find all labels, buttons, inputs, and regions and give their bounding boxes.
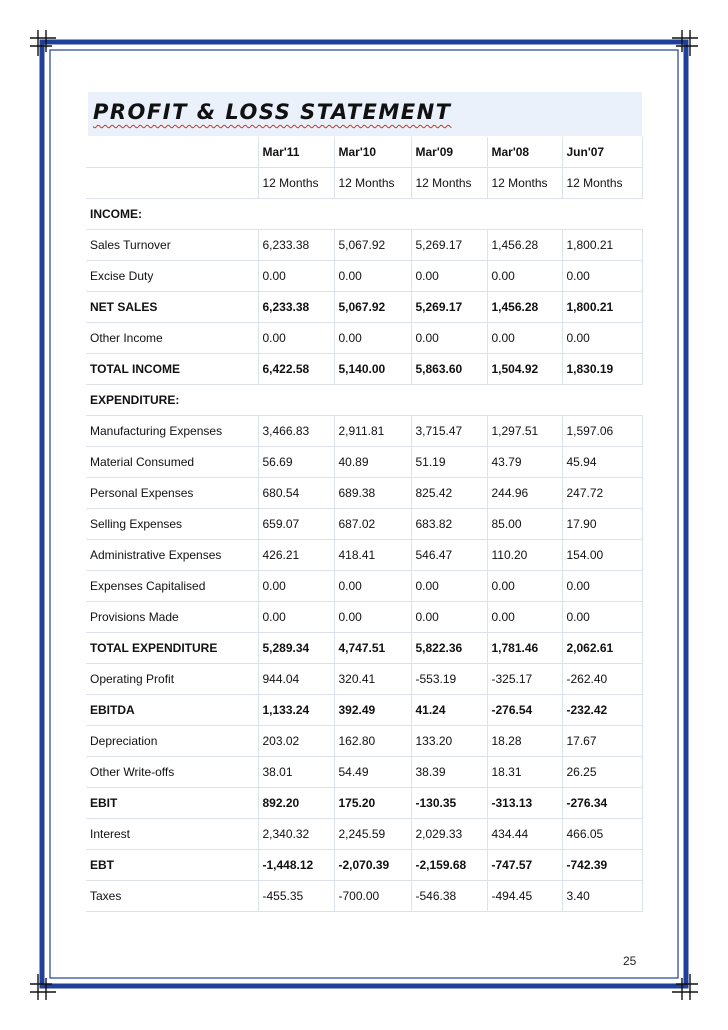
value-cell: 1,800.21: [562, 230, 642, 261]
value-cell: 5,289.34: [258, 633, 334, 664]
value-cell: 18.31: [487, 757, 562, 788]
table-row: [86, 726, 642, 757]
value-cell: 392.49: [334, 695, 411, 726]
period-cell: 12 Months: [411, 168, 487, 199]
header-label-cell: [86, 137, 258, 168]
value-cell: 43.79: [487, 447, 562, 478]
table-row: [86, 447, 642, 478]
value-cell: 5,863.60: [411, 354, 487, 385]
period-label-cell: [86, 168, 258, 199]
page-title: PROFIT & LOSS STATEMENT: [93, 100, 452, 124]
value-cell: 2,245.59: [334, 819, 411, 850]
row-label: Provisions Made: [86, 602, 258, 633]
table-row: [86, 819, 642, 850]
value-cell: 175.20: [334, 788, 411, 819]
value-cell: 0.00: [258, 602, 334, 633]
value-cell: 0.00: [334, 323, 411, 354]
value-cell: 1,297.51: [487, 416, 562, 447]
value-cell: -130.35: [411, 788, 487, 819]
value-cell: 162.80: [334, 726, 411, 757]
value-cell: -553.19: [411, 664, 487, 695]
period-cell: 12 Months: [487, 168, 562, 199]
row-label: Manufacturing Expenses: [86, 416, 258, 447]
value-cell: 1,830.19: [562, 354, 642, 385]
value-cell: -546.38: [411, 881, 487, 912]
row-label: EBIT: [86, 788, 258, 819]
value-cell: 244.96: [487, 478, 562, 509]
value-cell: 0.00: [411, 323, 487, 354]
page-number: 25: [623, 954, 637, 968]
value-cell: 825.42: [411, 478, 487, 509]
value-cell: 6,233.38: [258, 292, 334, 323]
value-cell: 3,466.83: [258, 416, 334, 447]
value-cell: 0.00: [562, 602, 642, 633]
value-cell: 1,456.28: [487, 292, 562, 323]
value-cell: 0.00: [258, 571, 334, 602]
column-header: Mar'10: [334, 137, 411, 168]
value-cell: -700.00: [334, 881, 411, 912]
table-row: [86, 230, 642, 261]
value-cell: -276.34: [562, 788, 642, 819]
table-row: [86, 323, 642, 354]
value-cell: 5,822.36: [411, 633, 487, 664]
row-label: Personal Expenses: [86, 478, 258, 509]
value-cell: 154.00: [562, 540, 642, 571]
header-row: [86, 137, 642, 168]
row-label: Taxes: [86, 881, 258, 912]
value-cell: -2,070.39: [334, 850, 411, 881]
table-row: [86, 292, 642, 323]
value-cell: 0.00: [487, 602, 562, 633]
value-cell: 426.21: [258, 540, 334, 571]
value-cell: 17.67: [562, 726, 642, 757]
section-row: [86, 385, 642, 416]
section-label: EXPENDITURE:: [86, 385, 642, 416]
column-header: Mar'08: [487, 137, 562, 168]
value-cell: 4,747.51: [334, 633, 411, 664]
value-cell: 0.00: [487, 571, 562, 602]
period-cell: 12 Months: [258, 168, 334, 199]
value-cell: 51.19: [411, 447, 487, 478]
value-cell: 0.00: [411, 602, 487, 633]
pl-table-wrap: [86, 137, 642, 912]
table-row: [86, 881, 642, 912]
row-label: Other Write-offs: [86, 757, 258, 788]
value-cell: 0.00: [334, 602, 411, 633]
value-cell: 18.28: [487, 726, 562, 757]
table-row: [86, 261, 642, 292]
column-header: Mar'09: [411, 137, 487, 168]
row-label: TOTAL INCOME: [86, 354, 258, 385]
value-cell: -232.42: [562, 695, 642, 726]
table-row: [86, 788, 642, 819]
table-row: [86, 664, 642, 695]
value-cell: -262.40: [562, 664, 642, 695]
value-cell: 3.40: [562, 881, 642, 912]
value-cell: 133.20: [411, 726, 487, 757]
value-cell: 110.20: [487, 540, 562, 571]
period-row: [86, 168, 642, 199]
value-cell: -276.54: [487, 695, 562, 726]
value-cell: 6,422.58: [258, 354, 334, 385]
value-cell: 659.07: [258, 509, 334, 540]
row-label: Depreciation: [86, 726, 258, 757]
value-cell: 2,029.33: [411, 819, 487, 850]
value-cell: 247.72: [562, 478, 642, 509]
value-cell: 2,062.61: [562, 633, 642, 664]
value-cell: -1,448.12: [258, 850, 334, 881]
value-cell: 892.20: [258, 788, 334, 819]
value-cell: 40.89: [334, 447, 411, 478]
row-label: Operating Profit: [86, 664, 258, 695]
value-cell: 683.82: [411, 509, 487, 540]
value-cell: 0.00: [411, 571, 487, 602]
value-cell: 1,597.06: [562, 416, 642, 447]
value-cell: 434.44: [487, 819, 562, 850]
value-cell: 54.49: [334, 757, 411, 788]
value-cell: 1,504.92: [487, 354, 562, 385]
value-cell: 944.04: [258, 664, 334, 695]
value-cell: 689.38: [334, 478, 411, 509]
value-cell: 5,140.00: [334, 354, 411, 385]
value-cell: 17.90: [562, 509, 642, 540]
value-cell: 56.69: [258, 447, 334, 478]
value-cell: 5,067.92: [334, 230, 411, 261]
row-label: NET SALES: [86, 292, 258, 323]
value-cell: 203.02: [258, 726, 334, 757]
value-cell: 546.47: [411, 540, 487, 571]
section-row: [86, 199, 642, 230]
column-header: Jun'07: [562, 137, 642, 168]
table-row: [86, 757, 642, 788]
value-cell: 85.00: [487, 509, 562, 540]
value-cell: 0.00: [334, 261, 411, 292]
row-label: Interest: [86, 819, 258, 850]
row-label: Selling Expenses: [86, 509, 258, 540]
value-cell: 0.00: [562, 261, 642, 292]
row-label: EBITDA: [86, 695, 258, 726]
value-cell: 680.54: [258, 478, 334, 509]
row-label: Administrative Expenses: [86, 540, 258, 571]
table-row: [86, 695, 642, 726]
period-cell: 12 Months: [334, 168, 411, 199]
column-header: Mar'11: [258, 137, 334, 168]
value-cell: 2,340.32: [258, 819, 334, 850]
table-row: [86, 509, 642, 540]
table-row: [86, 602, 642, 633]
value-cell: 1,781.46: [487, 633, 562, 664]
value-cell: 5,269.17: [411, 230, 487, 261]
row-label: EBT: [86, 850, 258, 881]
value-cell: 38.01: [258, 757, 334, 788]
value-cell: -494.45: [487, 881, 562, 912]
value-cell: 3,715.47: [411, 416, 487, 447]
value-cell: 1,133.24: [258, 695, 334, 726]
table-row: [86, 633, 642, 664]
value-cell: 418.41: [334, 540, 411, 571]
value-cell: 0.00: [258, 323, 334, 354]
value-cell: -742.39: [562, 850, 642, 881]
value-cell: 0.00: [258, 261, 334, 292]
value-cell: 0.00: [562, 323, 642, 354]
pl-table: [86, 137, 643, 912]
value-cell: -2,159.68: [411, 850, 487, 881]
table-row: [86, 478, 642, 509]
table-row: [86, 540, 642, 571]
table-row: [86, 416, 642, 447]
period-cell: 12 Months: [562, 168, 642, 199]
table-row: [86, 354, 642, 385]
row-label: Sales Turnover: [86, 230, 258, 261]
row-label: Excise Duty: [86, 261, 258, 292]
value-cell: 6,233.38: [258, 230, 334, 261]
value-cell: -747.57: [487, 850, 562, 881]
value-cell: 26.25: [562, 757, 642, 788]
value-cell: 5,269.17: [411, 292, 487, 323]
value-cell: 466.05: [562, 819, 642, 850]
row-label: Other Income: [86, 323, 258, 354]
value-cell: -455.35: [258, 881, 334, 912]
value-cell: 0.00: [487, 323, 562, 354]
value-cell: 38.39: [411, 757, 487, 788]
value-cell: 0.00: [487, 261, 562, 292]
value-cell: 687.02: [334, 509, 411, 540]
row-label: Expenses Capitalised: [86, 571, 258, 602]
value-cell: 320.41: [334, 664, 411, 695]
value-cell: 1,456.28: [487, 230, 562, 261]
value-cell: 0.00: [562, 571, 642, 602]
value-cell: 45.94: [562, 447, 642, 478]
table-row: [86, 571, 642, 602]
value-cell: 2,911.81: [334, 416, 411, 447]
value-cell: 0.00: [334, 571, 411, 602]
section-label: INCOME:: [86, 199, 642, 230]
value-cell: 1,800.21: [562, 292, 642, 323]
table-row: [86, 850, 642, 881]
value-cell: -325.17: [487, 664, 562, 695]
row-label: Material Consumed: [86, 447, 258, 478]
value-cell: 0.00: [411, 261, 487, 292]
row-label: TOTAL EXPENDITURE: [86, 633, 258, 664]
value-cell: 41.24: [411, 695, 487, 726]
value-cell: -313.13: [487, 788, 562, 819]
value-cell: 5,067.92: [334, 292, 411, 323]
